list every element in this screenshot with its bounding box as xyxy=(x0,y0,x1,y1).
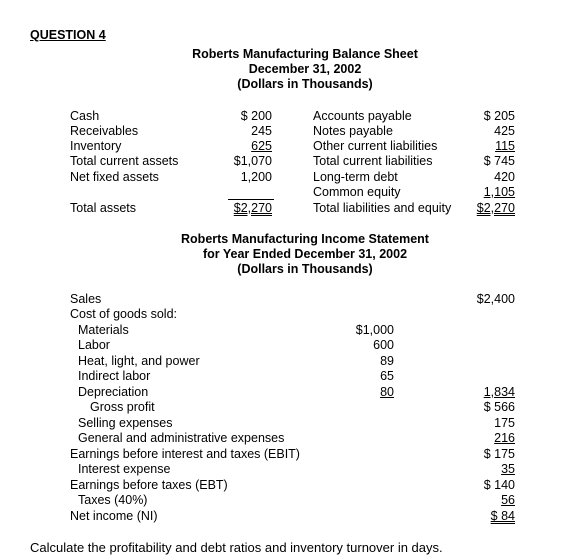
asset-label: Total assets xyxy=(70,201,137,215)
income-label: Interest expense xyxy=(78,462,171,476)
liability-value: 1,105 xyxy=(483,185,515,199)
question-heading: QUESTION 4 xyxy=(30,28,106,42)
balance-sheet-date: December 31, 2002 xyxy=(248,62,362,76)
income-statement-title: Roberts Manufacturing Income Statement xyxy=(181,232,429,246)
income-outer-value: $ 84 xyxy=(490,509,515,523)
income-label: Depreciation xyxy=(78,385,149,399)
income-inner-value: 65 xyxy=(380,369,394,383)
asset-label: Receivables xyxy=(70,124,139,138)
income-inner-value: 600 xyxy=(373,338,394,352)
income-outer-value: $2,400 xyxy=(476,292,515,306)
liability-value: 115 xyxy=(495,139,515,153)
asset-label: Cash xyxy=(70,109,100,123)
income-label: Indirect labor xyxy=(78,369,151,383)
income-label: Heat, light, and power xyxy=(78,354,200,368)
liability-value: 420 xyxy=(494,170,515,184)
asset-value: $1,070 xyxy=(233,154,272,168)
asset-value: 245 xyxy=(251,124,272,138)
liability-value: $ 745 xyxy=(483,154,515,168)
liability-value: $2,270 xyxy=(476,201,515,215)
income-outer-value: 216 xyxy=(494,431,515,445)
liability-value: $ 205 xyxy=(483,109,515,123)
income-outer-value: 175 xyxy=(494,416,515,430)
income-outer-value: $ 140 xyxy=(483,478,515,492)
liability-label: Total liabilities and equity xyxy=(313,201,452,215)
income-label: Earnings before interest and taxes (EBIT) xyxy=(70,447,300,461)
instruction-text: Calculate the profitability and debt ratios and inventory turnover in days. xyxy=(30,540,443,555)
income-label: Earnings before taxes (EBT) xyxy=(70,478,228,492)
income-outer-value: 35 xyxy=(501,462,515,476)
liability-label: Total current liabilities xyxy=(313,154,433,168)
income-statement-units: (Dollars in Thousands) xyxy=(237,262,373,276)
income-inner-value: 89 xyxy=(380,354,394,368)
income-outer-value: $ 175 xyxy=(483,447,515,461)
income-inner-value: 80 xyxy=(380,385,394,399)
liability-label: Other current liabilities xyxy=(313,139,438,153)
income-inner-value: $1,000 xyxy=(355,323,394,337)
income-label: Materials xyxy=(78,323,129,337)
income-label: Cost of goods sold: xyxy=(70,307,178,321)
asset-value: $ 200 xyxy=(240,109,272,123)
income-label: Net income (NI) xyxy=(70,509,158,523)
total-rule xyxy=(228,199,274,200)
income-label: Selling expenses xyxy=(78,416,173,430)
income-outer-value: $ 566 xyxy=(483,400,515,414)
asset-value: 1,200 xyxy=(240,170,272,184)
asset-label: Inventory xyxy=(70,139,122,153)
income-label: Gross profit xyxy=(90,400,155,414)
asset-label: Net fixed assets xyxy=(70,170,159,184)
income-statement-period: for Year Ended December 31, 2002 xyxy=(202,247,408,261)
asset-label: Total current assets xyxy=(70,154,179,168)
asset-value: 625 xyxy=(251,139,272,153)
income-label: Taxes (40%) xyxy=(78,493,148,507)
balance-sheet-units: (Dollars in Thousands) xyxy=(237,77,373,91)
income-label: General and administrative expenses xyxy=(78,431,285,445)
liability-label: Notes payable xyxy=(313,124,393,138)
liability-value: 425 xyxy=(494,124,515,138)
income-outer-value: 56 xyxy=(501,493,515,507)
balance-sheet-title: Roberts Manufacturing Balance Sheet xyxy=(192,47,418,61)
liability-label: Accounts payable xyxy=(313,109,412,123)
asset-value: $2,270 xyxy=(233,201,272,215)
liability-label: Long-term debt xyxy=(313,170,398,184)
income-outer-value: 1,834 xyxy=(483,385,515,399)
income-label: Sales xyxy=(70,292,102,306)
liability-label: Common equity xyxy=(313,185,401,199)
income-label: Labor xyxy=(78,338,110,352)
